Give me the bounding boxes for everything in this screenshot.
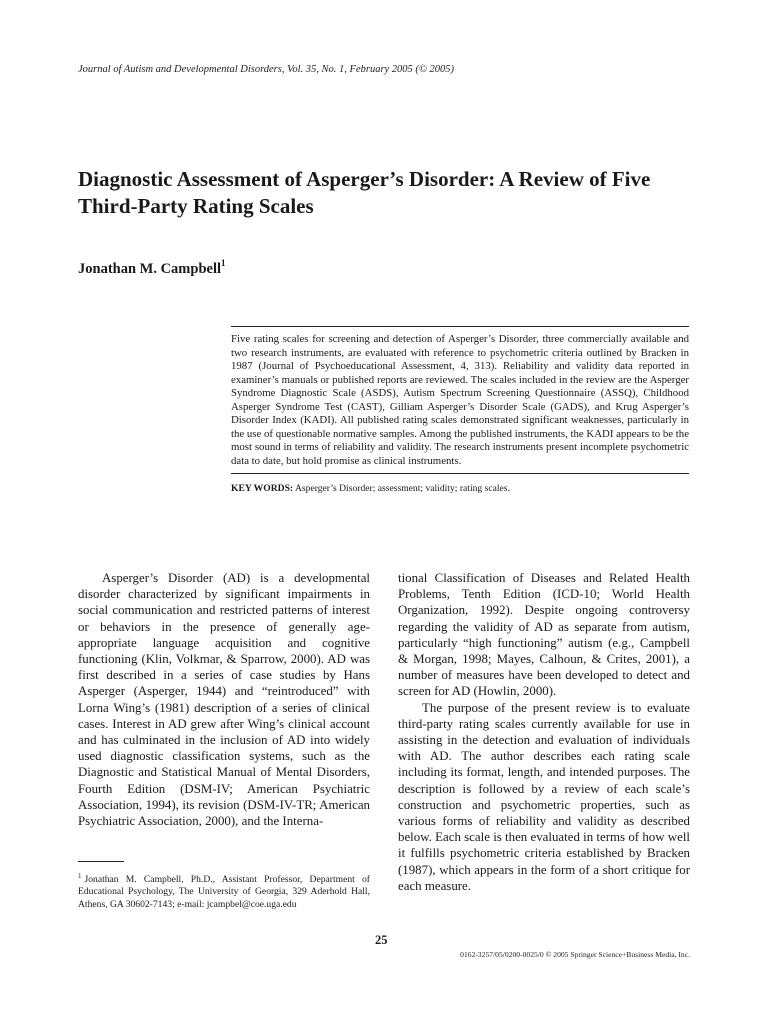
journal-header: Journal of Autism and Developmental Disorders, Vol. 35, No. 1, February 2005 (© 2005) (78, 64, 455, 75)
copyright-line: 0162-3257/05/0200-0025/0 © 2005 Springer Science+Business Media, Inc. (460, 950, 690, 959)
author-footnote-mark: 1 (221, 258, 226, 268)
footnote-mark: 1 (78, 872, 82, 880)
keywords (231, 483, 689, 495)
body-paragraph: Asperger’s Disorder (AD) is a developmental disorder characterized by significant impairments in social communication and restricted patterns of interest or behaviors in the presence of generally age-appropriate language acquisition and cognitive functioning (Klin, Volkmar, & Sparrow, 2000). AD was first described in a series of case studies by Hans Asperger (Asperger, 1944) and “reintroduced” with Lorna Wing’s (1981) description of a series of clinical cases. Interest in AD grew after Wing’s clinical account and has culminated in the inclusion of AD into widely used diagnostic classification systems, such as the Diagnostic and Statistical Manual of Mental Disorders, Fourth Edition (DSM-IV; American Psychiatric Association, 1994), its revision (DSM-IV-TR; American Psychiatric Association, 2000), and the Interna- (78, 571, 370, 829)
author-line (78, 258, 226, 278)
abstract-text: Five rating scales for screening and detection of Asperger’s Disorder, three commercially available and two research instruments, are evaluated with reference to psychometric criteria outlined by Bracken in 1987 (Journal of Psychoeducational Assessment, 4, 313). Reliability and validity data reported in examiner’s manuals or published reports are reviewed. The scales included in the review are the Asperger Syndrome Diagnostic Scale (ASDS), Autism Spectrum Screening Questionnaire (ASSQ), Childhood Asperger Syndrome Test (CAST), Gilliam Asperger’s Disorder Scale (GADS), and Krug Asperger’s Disorder Index (KADI). All published rating scales demonstrated significant weaknesses, particularly in the use of questionable normative samples. Among the published instruments, the KADI appears to be the most sound in terms of reliability and validity. The research instruments present incomplete psychometric data to date, but hold promise as clinical instruments. (231, 333, 689, 474)
footnote (78, 870, 370, 911)
abstract-section (231, 326, 689, 495)
article-title: Diagnostic Assessment of Asperger’s Disorder: A Review of Five Third-Party Rating Scales (78, 167, 651, 218)
body-column-left (78, 570, 370, 829)
author-name: Jonathan M. Campbell (78, 261, 222, 277)
body-paragraph: tional Classification of Diseases and Related Health Problems, Tenth Edition (ICD-10; World Health Organization, 1992). Despite ongoing controversy regarding the validity of AD as separate from autism, particularly “high functioning” autism (e.g., Campbell & Morgan, 1998; Mayes, Calhoun, & Crites, 2001), a number of measures have been developed to detect and screen for AD (Howlin, 2000). (398, 571, 690, 699)
body-column-right (398, 570, 690, 894)
keywords-text: Asperger’s Disorder; assessment; validity; rating scales. (294, 483, 510, 494)
footnote-text: Jonathan M. Campbell, Ph.D., Assistant Professor, Department of Educational Psychology, The University of Georgia, 329 Aderhold Hall, Athens, GA 30602-7143; e-mail: jcampbel@coe.uga.edu (78, 874, 370, 910)
page-number: 25 (375, 933, 388, 947)
body-paragraph: The purpose of the present review is to evaluate third-party rating scales currently available for use in assisting in the detection and evaluation of individuals with AD. The author describes each rating scale including its format, length, and intended purposes. The description is followed by a review of each scale’s construction and psychometric properties, such as various forms of reliability and validity as described below. Each scale is then evaluated in terms of how well it fulfills psychometric criteria established by Bracken (1987), which appears in the form of a short critique for each measure. (398, 700, 690, 893)
keywords-label: KEY WORDS: (231, 483, 294, 494)
footnote-divider (78, 861, 124, 862)
